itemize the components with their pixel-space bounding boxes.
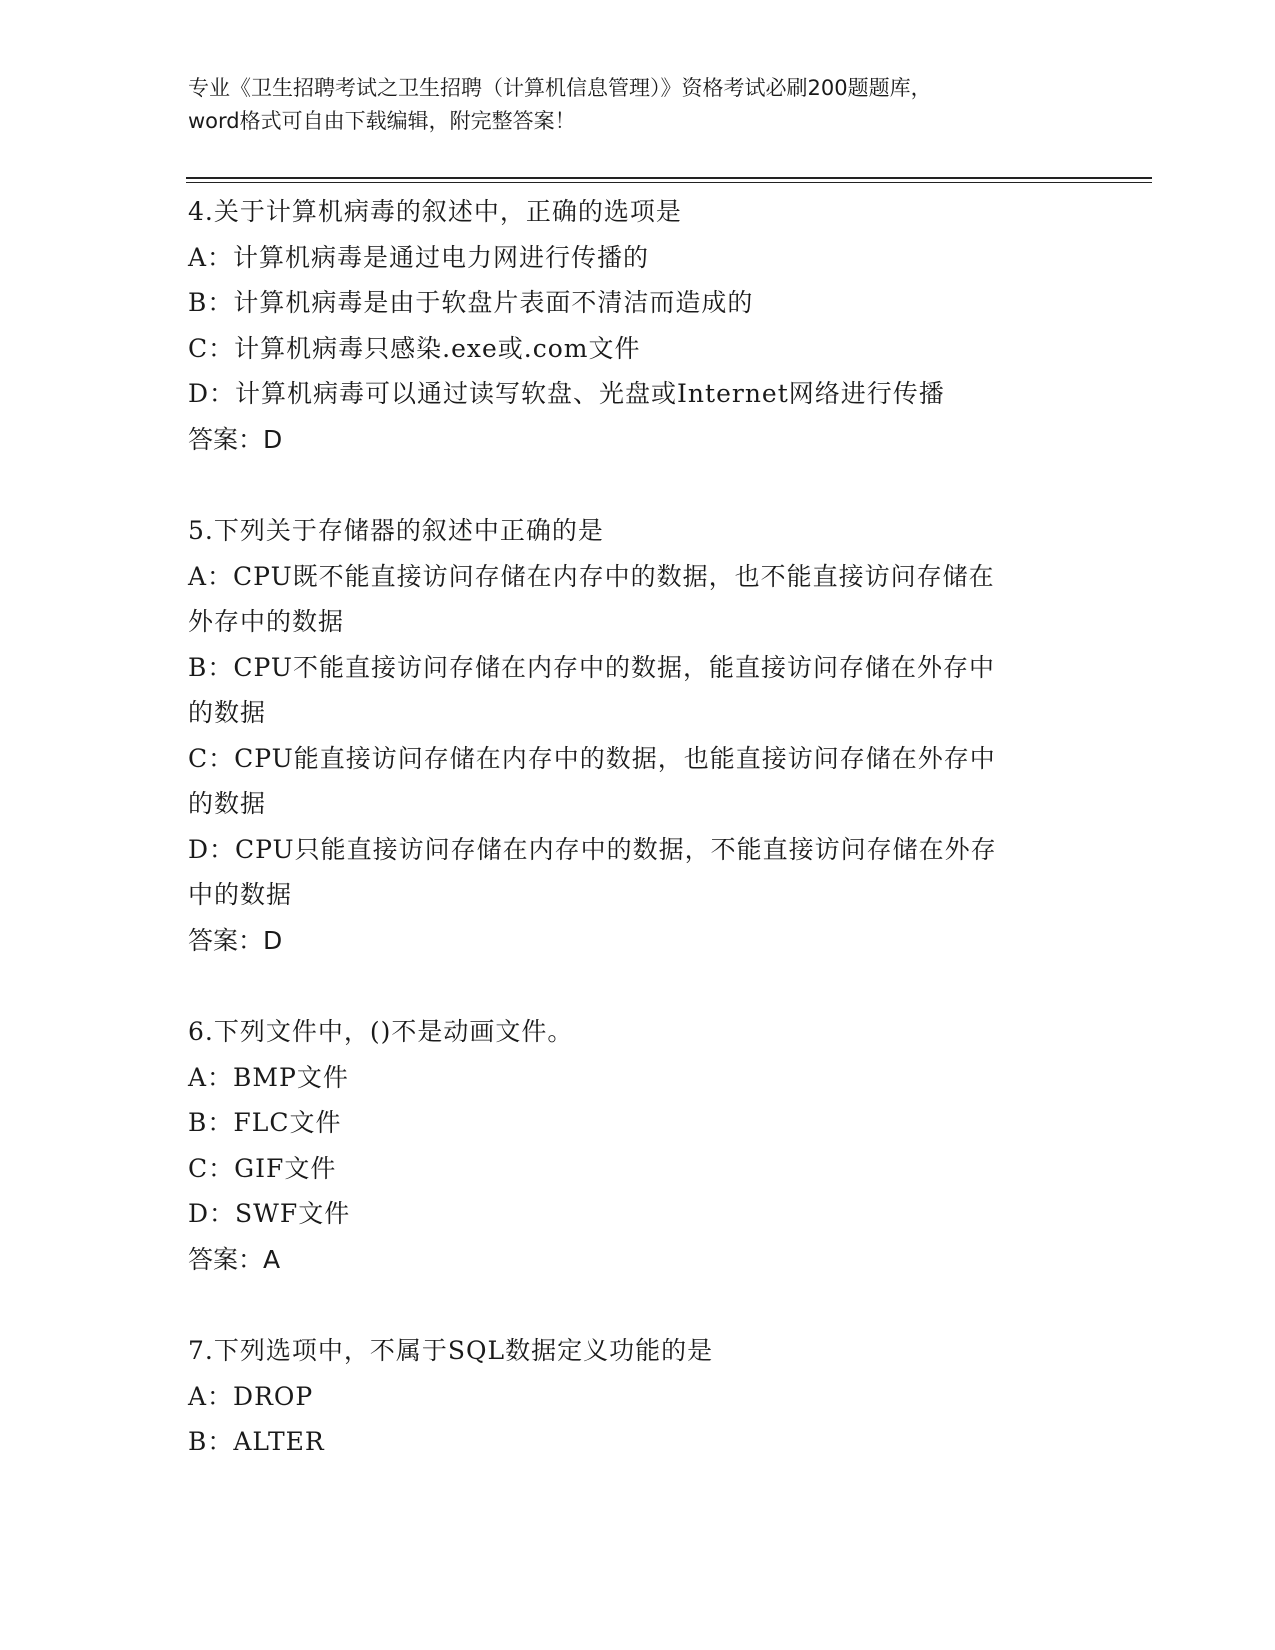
header-divider-thin: [186, 182, 1152, 183]
question-6: [188, 1009, 1088, 1282]
option-a: A：DROP: [188, 1381, 314, 1411]
option-a: A：BMP文件: [188, 1062, 349, 1092]
header-title-line-2: word格式可自由下载编辑，附完整答案！: [188, 109, 576, 133]
option-b: B：CPU不能直接访问存储在内存中的数据，能直接访问存储在外存中: [188, 652, 995, 682]
option-b: B：计算机病毒是由于软盘片表面不清洁而造成的: [188, 288, 754, 317]
header-title-line-1: 专业《卫生招聘考试之卫生招聘（计算机信息管理）》资格考试必刷200题题库，: [188, 76, 932, 100]
question-stem: 4.关于计算机病毒的叙述中，正确的选项是: [188, 197, 682, 226]
question-stem: 6.下列文件中，()不是动画文件。: [188, 1017, 574, 1046]
option-c: C：计算机病毒只感染.exe或.com文件: [188, 333, 641, 363]
question-list: [188, 189, 1088, 1511]
option-c-continued: 的数据: [188, 789, 267, 818]
option-a: A：计算机病毒是通过电力网进行传播的: [188, 242, 650, 272]
option-b: B：FLC文件: [188, 1108, 342, 1137]
option-a-continued: 外存中的数据: [188, 607, 345, 636]
option-c: C：GIF文件: [188, 1153, 337, 1183]
option-b: B：ALTER: [188, 1427, 325, 1456]
option-d: D：SWF文件: [188, 1199, 351, 1228]
option-c: C：CPU能直接访问存储在内存中的数据，也能直接访问存储在外存中: [188, 743, 996, 773]
option-d: D：计算机病毒可以通过读写软盘、光盘或Internet网络进行传播: [188, 379, 945, 408]
answer-label: 答案：D: [188, 925, 283, 955]
answer-label: 答案：A: [188, 1244, 281, 1274]
option-a: A：CPU既不能直接访问存储在内存中的数据，也不能直接访问存储在: [188, 561, 995, 591]
header-divider-thick: [186, 177, 1152, 179]
document-header: [188, 72, 1088, 138]
question-stem: 5.下列关于存储器的叙述中正确的是: [188, 516, 604, 545]
option-b-continued: 的数据: [188, 698, 267, 727]
question-7: [188, 1328, 1088, 1465]
answer-label: 答案：D: [188, 424, 283, 454]
option-d: D：CPU只能直接访问存储在内存中的数据，不能直接访问存储在外存: [188, 834, 997, 864]
option-d-continued: 中的数据: [188, 880, 293, 909]
question-4: [188, 189, 1088, 462]
question-5: [188, 508, 1088, 963]
question-stem: 7.下列选项中，不属于SQL数据定义功能的是: [188, 1336, 714, 1365]
